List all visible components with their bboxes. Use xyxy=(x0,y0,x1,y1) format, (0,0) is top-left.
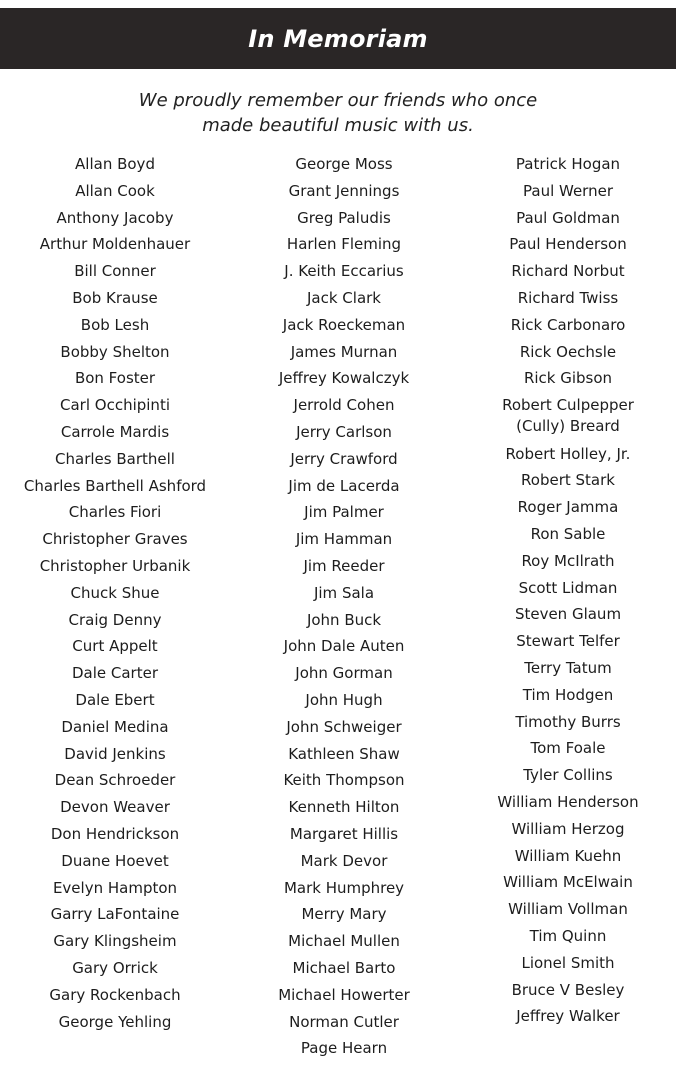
memorial-name: Paul Henderson xyxy=(509,235,627,254)
memorial-name: John Dale Auten xyxy=(283,637,405,656)
memorial-name: William McElwain xyxy=(503,873,633,892)
memorial-name: William Vollman xyxy=(508,900,628,919)
memorial-name: Christopher Graves xyxy=(42,530,188,549)
memorial-name: Stewart Telfer xyxy=(516,632,620,651)
memorial-name: George Moss xyxy=(295,155,393,173)
memorial-name: Norman Cutler xyxy=(289,1012,399,1031)
memorial-name: Michael Howerter xyxy=(278,985,410,1004)
memorial-name: Mark Humphrey xyxy=(283,878,405,897)
memorial-name: Gary Orrick xyxy=(72,958,158,977)
memorial-name: Carrole Mardis xyxy=(60,422,170,441)
memorial-name: Garry LaFontaine xyxy=(50,905,180,924)
memorial-name: Evelyn Hampton xyxy=(52,878,178,897)
memorial-name: Charles Fiori xyxy=(68,503,162,522)
header-banner xyxy=(0,8,676,69)
memorial-name: Paul Werner xyxy=(523,181,613,200)
memorial-name: Don Hendrickson xyxy=(50,824,180,843)
memorial-name: Ron Sable xyxy=(530,525,606,544)
memorial-name: Rick Gibson xyxy=(523,369,613,388)
memorial-name: Jeffrey Walker xyxy=(516,1007,620,1026)
memorial-name: Margaret Hillis xyxy=(289,824,399,843)
memorial-name: John Hugh xyxy=(305,690,383,709)
memorial-name: Tyler Collins xyxy=(523,766,613,785)
memorial-name: Allan Cook xyxy=(75,181,155,200)
dedication-line-2: made beautiful music with us. xyxy=(202,115,474,136)
memorial-name: Robert Stark xyxy=(521,471,615,490)
memorial-name: Jack Roeckeman xyxy=(282,315,406,334)
memorial-name: William Kuehn xyxy=(514,846,622,865)
memorial-name: Anthony Jacoby xyxy=(56,208,174,227)
memorial-name: Jerry Crawford xyxy=(290,449,398,468)
memorial-name: Mark Devor xyxy=(300,851,388,870)
page-title: In Memoriam xyxy=(248,24,428,53)
memorial-name: Robert Culpepper (Cully) Breard xyxy=(502,396,634,436)
memorial-name: Rick Oechsle xyxy=(519,342,617,361)
memorial-name: Christopher Urbanik xyxy=(39,556,191,575)
memorial-name: Carl Occhipinti xyxy=(60,396,170,415)
memorial-name: William Herzog xyxy=(511,819,625,838)
memorial-name: Terry Tatum xyxy=(524,659,612,678)
memorial-name: Duane Hoevet xyxy=(61,851,169,870)
memorial-name: Lionel Smith xyxy=(521,953,615,972)
memorial-name: Steven Glaum xyxy=(514,605,622,624)
memorial-name: Robert Holley, Jr. xyxy=(505,444,631,463)
memorial-name: Arthur Moldenhauer xyxy=(39,235,191,254)
memorial-name: Michael Mullen xyxy=(288,932,400,951)
memorial-name: Paul Goldman xyxy=(516,208,620,227)
memorial-name: Curt Appelt xyxy=(72,637,158,656)
memorial-name: Chuck Shue xyxy=(70,583,160,602)
memorial-name: Gary Klingsheim xyxy=(53,932,177,951)
memorial-name: Greg Paludis xyxy=(297,208,391,227)
names-column-1 xyxy=(2,154,228,1038)
names-column-3 xyxy=(460,154,676,1033)
memorial-name: William Henderson xyxy=(497,793,639,812)
memorial-name: Jerrold Cohen xyxy=(293,396,395,415)
memorial-name: Tim Hodgen xyxy=(522,685,614,704)
names-column-2 xyxy=(232,154,456,1065)
memorial-name: Richard Twiss xyxy=(517,288,619,307)
memorial-name: Jerry Carlson xyxy=(296,422,392,441)
memorial-name: Charles Barthell xyxy=(55,449,175,468)
memorial-name: Devon Weaver xyxy=(60,798,170,817)
memorial-name: Roger Jamma xyxy=(517,498,619,517)
memorial-name: Page Hearn xyxy=(300,1039,388,1058)
memorial-name: Daniel Medina xyxy=(61,717,169,736)
memorial-name: Scott Lidman xyxy=(518,578,618,597)
memorial-name: Bruce V Besley xyxy=(511,980,625,999)
memorial-name: Gary Rockenbach xyxy=(49,985,181,1004)
memorial-name: Michael Barto xyxy=(292,958,396,977)
memorial-name: Dale Ebert xyxy=(75,690,155,709)
memorial-name: Merry Mary xyxy=(301,905,387,924)
memorial-name: Charles Barthell Ashford xyxy=(23,476,207,495)
memorial-name: Bon Foster xyxy=(74,369,156,388)
memorial-name: Keith Thompson xyxy=(283,771,405,790)
memorial-name: Jim de Lacerda xyxy=(288,476,400,495)
memorial-name: Jim Palmer xyxy=(304,503,384,522)
memorial-name: Jim Sala xyxy=(313,583,375,602)
memorial-name: John Gorman xyxy=(295,664,393,683)
memorial-name: Bobby Shelton xyxy=(60,342,170,361)
memorial-name: Dean Schroeder xyxy=(54,771,176,790)
memorial-name: Jim Reeder xyxy=(303,556,385,575)
memorial-name: Grant Jennings xyxy=(288,181,400,200)
dedication-line-1: We proudly remember our friends who once xyxy=(138,90,538,111)
memorial-name: Bob Lesh xyxy=(80,315,150,334)
memorial-name: George Yehling xyxy=(58,1012,172,1031)
memorial-name: Tom Foale xyxy=(530,739,606,758)
memorial-name: Jack Clark xyxy=(306,288,381,307)
memorial-name: Richard Norbut xyxy=(511,262,625,281)
memorial-name: Kathleen Shaw xyxy=(288,744,400,763)
memorial-name: Bob Krause xyxy=(72,288,158,307)
memorial-name: Craig Denny xyxy=(68,610,162,629)
memorial-name: Dale Carter xyxy=(71,664,158,683)
memorial-name: Jim Hamman xyxy=(295,530,393,549)
memorial-name: James Murnan xyxy=(290,342,398,361)
memorial-name: Roy McIlrath xyxy=(521,551,615,570)
memorial-name: Rick Carbonaro xyxy=(510,315,626,334)
memorial-name: John Buck xyxy=(306,610,382,629)
memorial-name: Bill Conner xyxy=(74,262,156,281)
memorial-name: David Jenkins xyxy=(64,744,166,763)
dedication-text xyxy=(0,88,676,138)
memorial-name: Patrick Hogan xyxy=(515,155,621,173)
memorial-name: Harlen Fleming xyxy=(286,235,402,254)
memorial-name: John Schweiger xyxy=(286,717,402,736)
memorial-name: J. Keith Eccarius xyxy=(284,262,404,281)
memorial-name: Tim Quinn xyxy=(529,927,607,946)
memorial-name: Jeffrey Kowalczyk xyxy=(278,369,410,388)
memorial-name: Allan Boyd xyxy=(75,155,155,173)
memorial-name: Timothy Burrs xyxy=(515,712,621,731)
memorial-name: Kenneth Hilton xyxy=(288,798,400,817)
